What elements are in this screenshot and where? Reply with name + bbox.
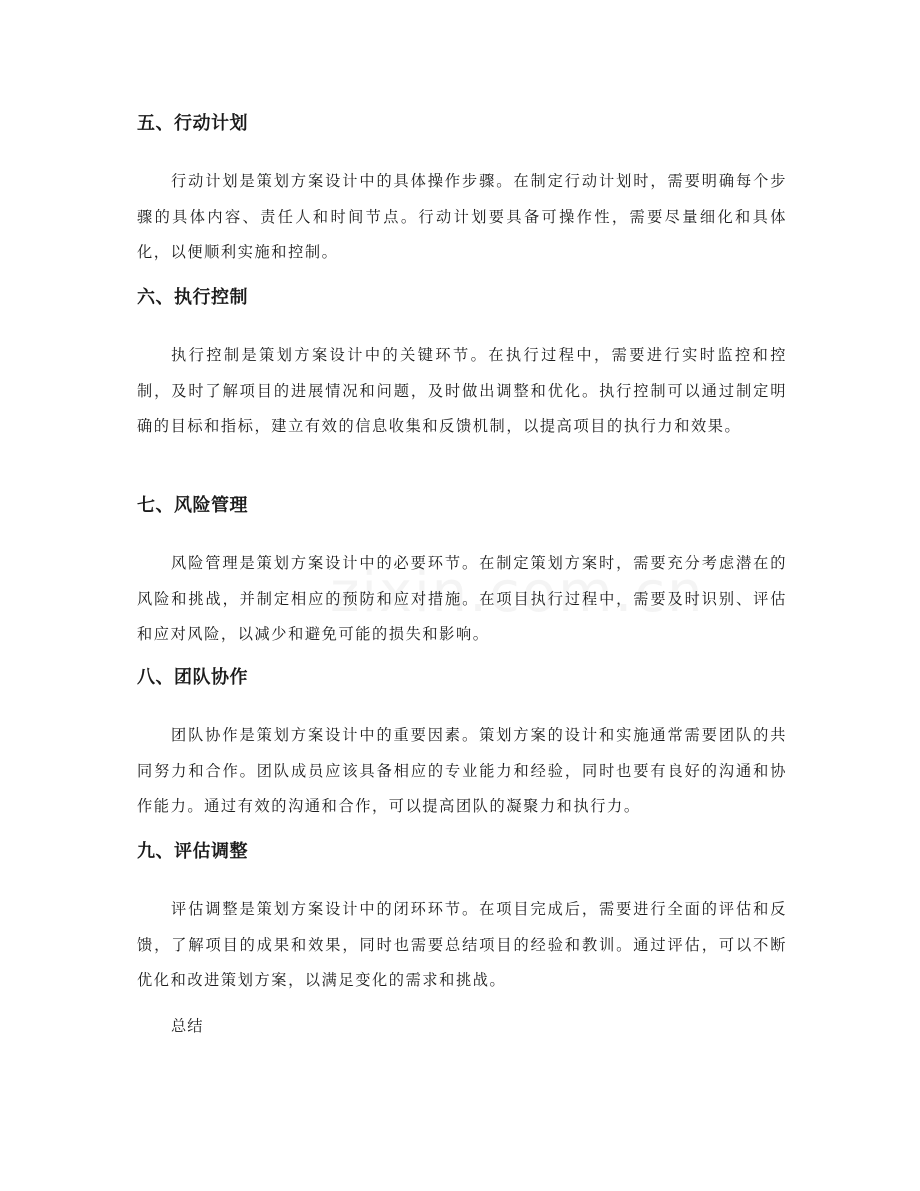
section-action-plan bbox=[137, 112, 787, 271]
section-heading: 六、执行控制 bbox=[137, 287, 248, 308]
section-execution-control bbox=[137, 286, 787, 445]
section-paragraph: 执行控制是策划方案设计中的关键环节。在执行过程中，需要进行实时监控和控制，及时了解项目的进展情况和问题，及时做出调整和优化。执行控制可以通过制定明确的目标和指标，建立有效的信息收集和反馈机制，以提高项目的执行力和效果。 bbox=[137, 346, 787, 435]
section-heading: 八、团队协作 bbox=[137, 667, 248, 688]
section-heading: 五、行动计划 bbox=[137, 113, 248, 134]
section-team-collaboration bbox=[137, 666, 787, 825]
section-paragraph: 风险管理是策划方案设计中的必要环节。在制定策划方案时，需要充分考虑潜在的风险和挑战，并制定相应的预防和应对措施。在项目执行过程中，需要及时识别、评估和应对风险，以减少和避免可能的损失和影响。 bbox=[137, 554, 787, 643]
section-risk-management bbox=[137, 494, 787, 653]
summary-label: 总结 bbox=[171, 1017, 204, 1035]
section-evaluation-adjustment bbox=[137, 840, 787, 999]
section-paragraph: 行动计划是策划方案设计中的具体操作步骤。在制定行动计划时，需要明确每个步骤的具体内容、责任人和时间节点。行动计划要具备可操作性，需要尽量细化和具体化，以便顺利实施和控制。 bbox=[137, 172, 787, 261]
section-heading: 七、风险管理 bbox=[137, 495, 248, 516]
section-paragraph: 评估调整是策划方案设计中的闭环环节。在项目完成后，需要进行全面的评估和反馈，了解项目的成果和效果，同时也需要总结项目的经验和教训。通过评估，可以不断优化和改进策划方案，以满足变化的需求和挑战。 bbox=[137, 900, 787, 989]
section-paragraph: 团队协作是策划方案设计中的重要因素。策划方案的设计和实施通常需要团队的共同努力和合作。团队成员应该具备相应的专业能力和经验，同时也要有良好的沟通和协作能力。通过有效的沟通和合作，可以提高团队的凝聚力和执行力。 bbox=[137, 726, 787, 815]
section-heading: 九、评估调整 bbox=[137, 841, 248, 862]
